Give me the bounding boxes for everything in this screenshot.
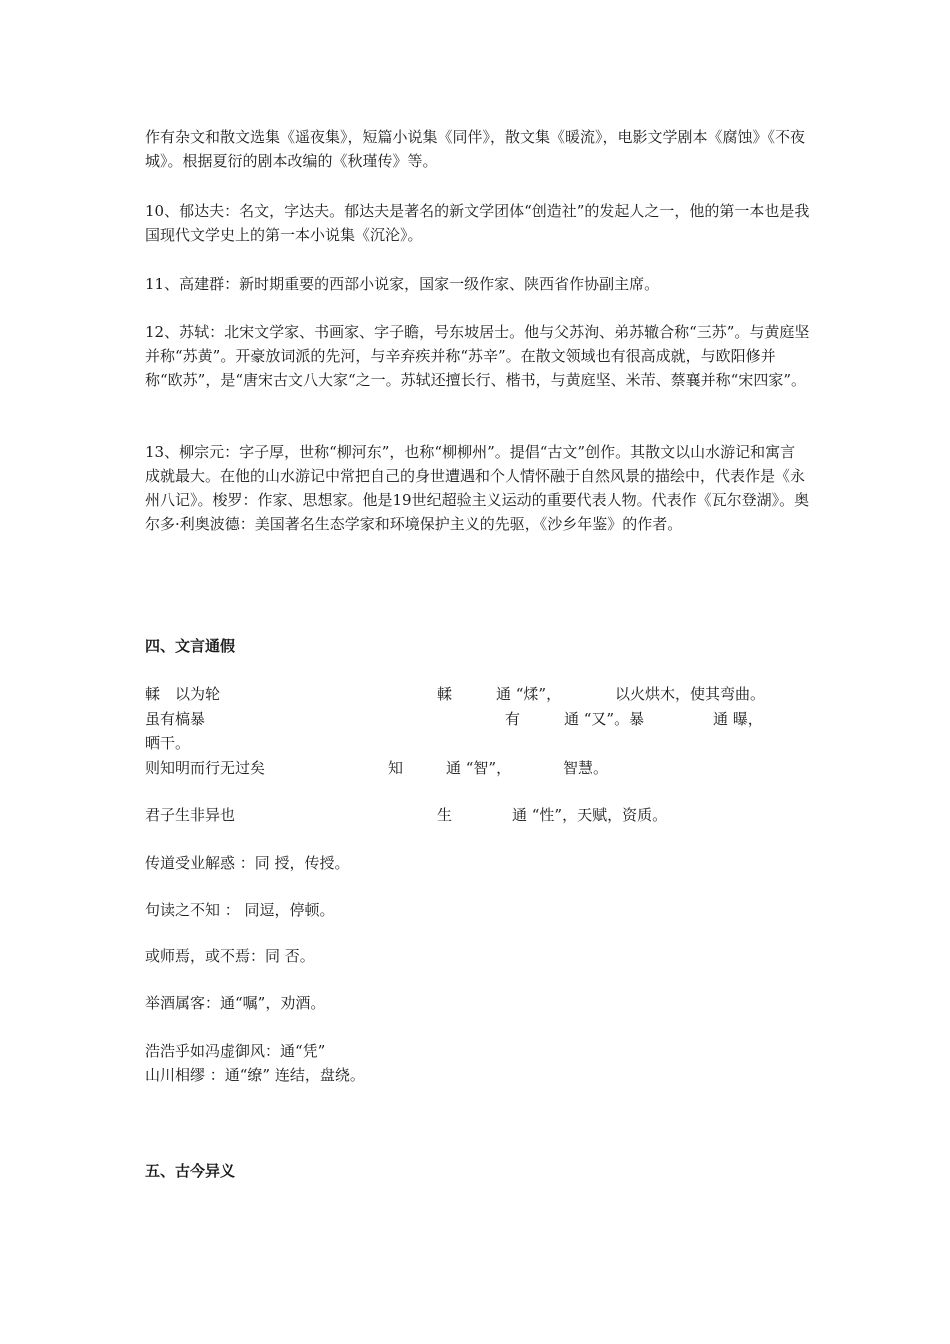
tongjia-char: 知 xyxy=(388,759,404,777)
tongjia-equiv: 通 “又”。暴 xyxy=(564,710,645,728)
tongjia-sentence: 輮 以为轮 xyxy=(145,685,221,703)
tongjia-meaning: 晒干。 xyxy=(145,734,191,752)
tongjia-row-dou xyxy=(145,898,810,922)
tongjia-row-liao xyxy=(145,1063,810,1087)
section-heading-tongjia: 四、文言通假 xyxy=(145,637,236,655)
paragraph-yu-dafu: 10、郁达夫：名文，字达夫。郁达夫是著名的新文学团体“创造社”的发起人之一，他的第一本也是我国现代文学史上的第一本小说集《沉沦》。 xyxy=(145,202,810,244)
tongjia-line: 传道受业解惑 ：同 授，传授。 xyxy=(145,854,350,872)
tongjia-row-zhi xyxy=(145,756,810,780)
tongjia-meaning: 以火烘木，使其弯曲。 xyxy=(615,685,766,703)
paragraph-liu-zongyuan: 13、柳宗元：字子厚，世称“柳河东”，也称“柳柳州”。提倡“古文”创作。其散文以山水游记和寓言成就最大。在他的山水游记中常把自己的身世遭遇和个人情怀融于自然风景的描绘中，代表作是《永州八记》。梭罗：作家、思想家。他是19世纪超验主义运动的重要代表人物。代表作《瓦尔登湖》。奥尔多·利奥波德：美国著名生态学家和环境保护主义的先驱，《沙乡年鉴》的作者。 xyxy=(145,443,810,533)
tongjia-line: 或师焉，或不焉：同 否。 xyxy=(145,947,315,965)
tongjia-char: 輮 xyxy=(437,685,453,703)
tongjia-line: 举酒属客：通“嘱”，劝酒。 xyxy=(145,994,326,1012)
tongjia-char: 生 xyxy=(437,806,453,824)
tongjia-sentence: 则知明而行无过矣 xyxy=(145,759,266,777)
section-heading-gujin-yiyi: 五、古今异义 xyxy=(145,1162,236,1180)
tongjia-sentence: 君子生非异也 xyxy=(145,806,236,824)
tongjia-char: 有 xyxy=(505,710,521,728)
tongjia-line: 句读之不知 ： 同逗，停顿。 xyxy=(145,901,335,919)
paragraph-gao-jianqun: 11、高建群：新时期重要的西部小说家，国家一级作家、陕西省作协副主席。 xyxy=(145,275,660,293)
tongjia-row-you xyxy=(145,707,810,731)
tongjia-row-you-cont xyxy=(145,731,810,755)
tongjia-row-fou xyxy=(145,944,810,968)
paragraph-su-shi: 12、苏轼：北宋文学家、书画家、字子瞻，号东坡居士。他与父苏洵、弟苏辙合称“三苏”。与黄庭坚并称“苏黄”。开豪放词派的先河，与辛弃疾并称“苏辛”。在散文领域也有很高成就，与欧阳修并称“欧苏”，是“唐宋古文八大家“之一。苏轼还擅长行、楷书，与黄庭坚、米芾、蔡襄并称“宋四家”。 xyxy=(145,323,810,389)
tongjia-meaning: 智慧。 xyxy=(563,759,609,777)
tongjia-row-zhu xyxy=(145,991,810,1015)
tongjia-line: 浩浩乎如冯虚御风：通“凭” xyxy=(145,1042,326,1060)
tongjia-row-xing xyxy=(145,803,810,827)
tongjia-equiv: 通 “性”，天赋，资质。 xyxy=(512,806,668,824)
tongjia-meaning: 通 曝， xyxy=(713,710,763,728)
tongjia-row-shou xyxy=(145,851,810,875)
tongjia-line: 山川相缪 ：通“缭” 连结，盘绕。 xyxy=(145,1066,365,1084)
tongjia-row-rou xyxy=(145,682,810,706)
paragraph-xia-yan-works: 作有杂文和散文选集《遥夜集》，短篇小说集《同伴》，散文集《暖流》，电影文学剧本《腐蚀》《不夜城》。根据夏衍的剧本改编的《秋瑾传》等。 xyxy=(145,128,806,170)
tongjia-row-ping xyxy=(145,1039,810,1063)
tongjia-equiv: 通 “煣”， xyxy=(496,685,562,703)
tongjia-equiv: 通 “智”， xyxy=(446,759,512,777)
tongjia-sentence: 虽有槁暴 xyxy=(145,710,206,728)
